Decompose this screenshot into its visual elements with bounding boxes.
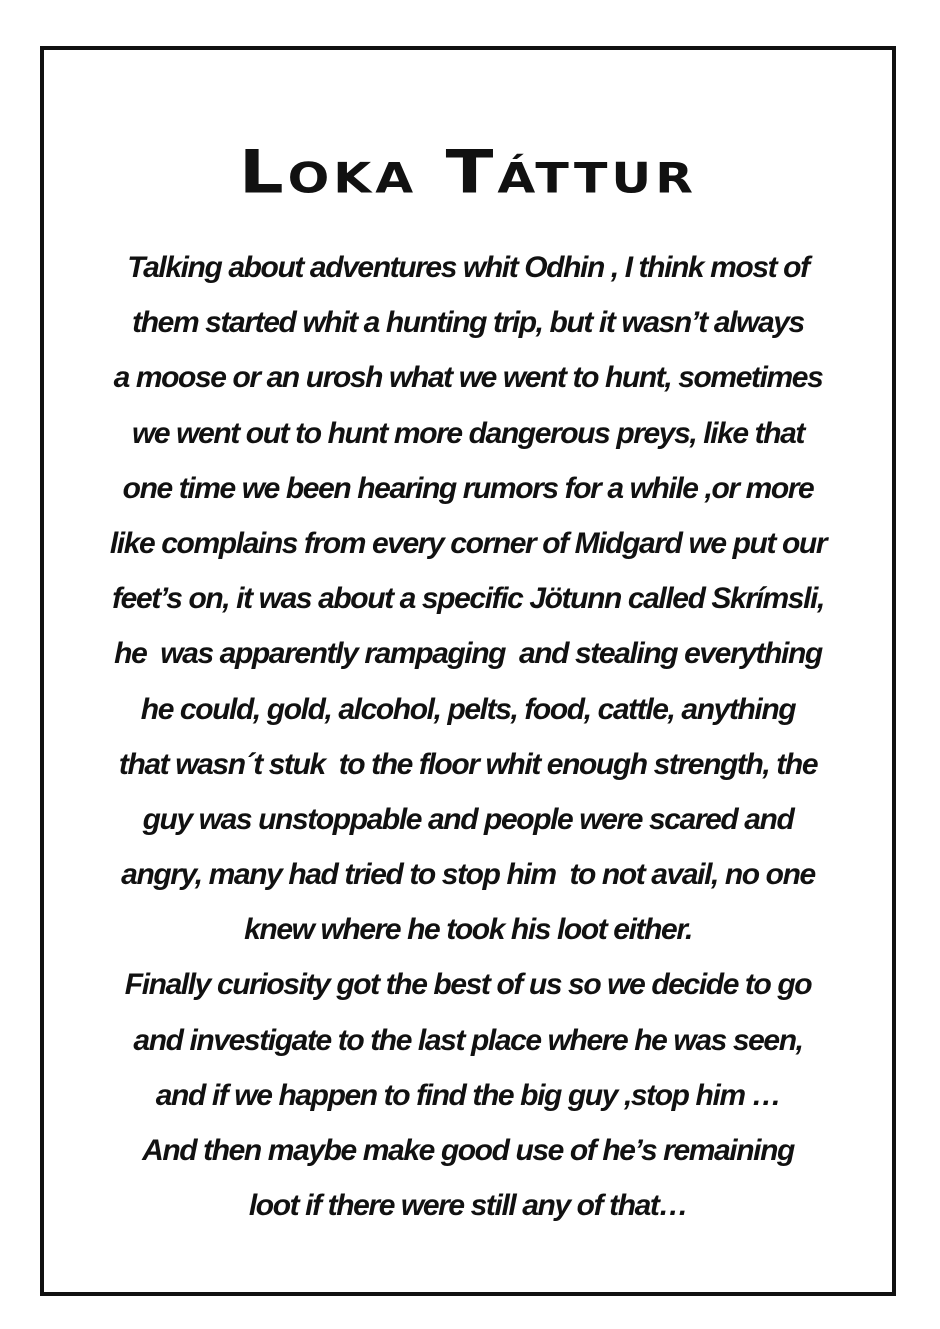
page-title: Loka Táttur bbox=[239, 137, 697, 207]
text-line: and if we happen to find the big guy ,stop him … bbox=[155, 1078, 781, 1112]
text-line: them started whit a hunting trip, but it wasn’t always bbox=[132, 306, 804, 340]
text-line: And then maybe make good use of he’s remaining bbox=[142, 1134, 794, 1167]
text-line: Finally curiosity got the best of us so we decide to go bbox=[124, 968, 812, 1002]
text-line: he could, gold, alcohol, pelts, food, cattle, anything bbox=[140, 692, 796, 726]
text-line: one time we been hearing rumors for a while ,or more bbox=[122, 471, 814, 505]
text-line: a moose or an urosh what we went to hunt, sometimes bbox=[113, 361, 823, 395]
text-line: Talking about adventures whit Odhin , I think most of bbox=[127, 251, 809, 284]
text-line: like complains from every corner of Midgard we put our bbox=[109, 526, 827, 560]
text-line: guy was unstoppable and people were scared and bbox=[142, 802, 794, 836]
text-line: he was apparently rampaging and stealing everything bbox=[114, 637, 822, 671]
page-border-frame bbox=[40, 46, 896, 1296]
text-line: angry, many had tried to stop him to not avail, no one bbox=[121, 858, 815, 892]
text-line: that wasn´t stuk to the floor whit enough strength, the bbox=[118, 747, 818, 781]
text-line: we went out to hunt more dangerous preys, like that bbox=[131, 416, 805, 450]
text-line: and investigate to the last place where he was seen, bbox=[133, 1023, 803, 1057]
text-line: feet’s on, it was about a specific Jötunn called Skrímsli, bbox=[112, 582, 824, 616]
text-line: loot if there were still any of that… bbox=[248, 1189, 688, 1223]
story-text bbox=[44, 240, 892, 1233]
text-line: knew where he took his loot either. bbox=[244, 913, 692, 947]
